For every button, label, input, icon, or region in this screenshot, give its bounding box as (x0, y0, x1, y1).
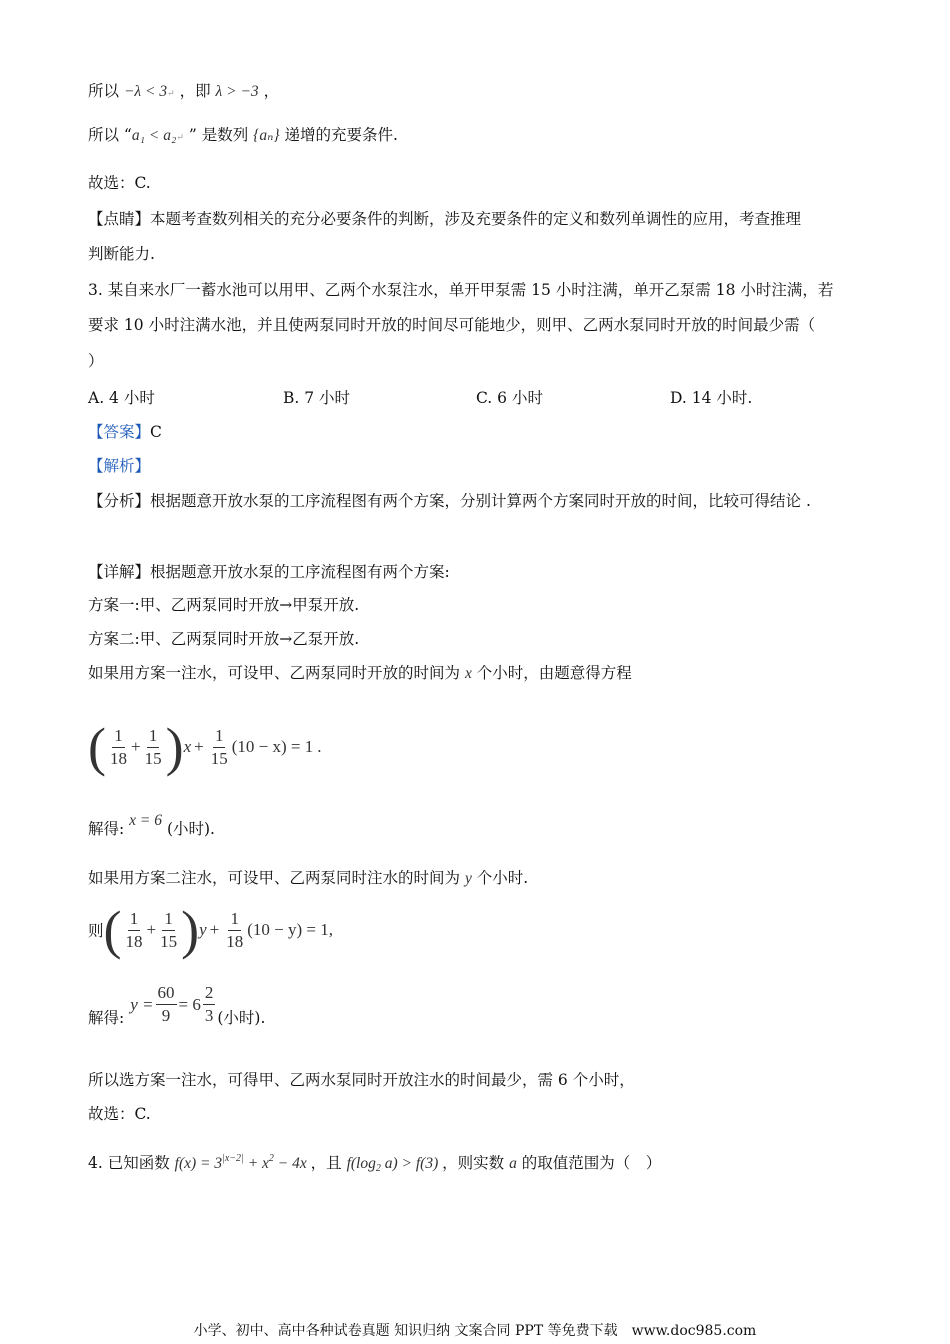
edit-mark: ↵ (176, 133, 184, 143)
math-inline: λ > −3 (215, 83, 259, 100)
text: 所以 “ (88, 126, 132, 144)
option-d: D. 14 小时. (670, 389, 753, 407)
var-y: y (199, 920, 207, 939)
text: 递增的充要条件. (284, 126, 398, 144)
var-x: x (464, 665, 472, 682)
var-x: x (183, 737, 192, 756)
text: 根据题意开放水泵的工序流程图有两个方案: (150, 563, 450, 581)
text: ，则实数 (442, 1154, 505, 1172)
option-a: A. 4 小时 (88, 389, 155, 407)
equation-1: ( $\frac{1}{18}$ + $\frac{1}{15}$ ) x + $\frac{1}{15}$ (10 − x) = 1 . (88, 717, 322, 777)
text: ， (263, 82, 280, 100)
use-plan-2 (88, 867, 528, 890)
var-y: y (464, 870, 472, 887)
math-inline: a₁ < a₂ (131, 127, 177, 144)
fraction: $\frac{1}{18}$ (109, 725, 127, 768)
text: 所以 (88, 82, 120, 100)
edit-mark: ↵ (167, 89, 175, 99)
fraction: $\frac{1}{18}$ (226, 908, 244, 951)
solve-1 (88, 812, 215, 841)
answer-tag: 【答案】 (88, 423, 151, 441)
equation-tail: (10 − y) = 1 (247, 920, 329, 939)
option-b: B. 7 小时 (283, 389, 351, 407)
page-footer: 小学、初中、高中各种试卷真题 知识归纳 文案合同 PPT 等免费下载 www.doc985.com (193, 1323, 757, 1339)
text: ，即 (179, 82, 211, 100)
math-inline: −λ < 3 (123, 83, 168, 100)
fraction: $\frac{1}{15}$ (210, 725, 228, 768)
fraction: $\frac{1}{15}$ (160, 908, 178, 951)
equation-2: 则 ( $\frac{1}{18}$ + $\frac{1}{15}$ ) y + $\frac{1}{18}$ (10 − y) = 1 , (88, 900, 333, 960)
plan-1: 方案一:甲、乙两泵同时开放→甲泵开放. (88, 596, 360, 614)
fraction: $\frac{1}{18}$ (125, 908, 143, 951)
right-paren: ) (181, 900, 200, 960)
math-inline: = 6 (178, 994, 201, 1014)
tag: 【分析】 (88, 492, 151, 510)
option-c: C. 6 小时 (476, 389, 543, 407)
text: 如果用方案一注水，可设甲、乙两泵同时开放的时间为 (88, 664, 461, 682)
label: 解得: (88, 1008, 125, 1027)
math-inline: y = (130, 994, 154, 1014)
text: 根据题意开放水泵的工序流程图有两个方案，分别计算两个方案同时开放的时间，比较可得结论 . (150, 492, 811, 510)
line-lambda (88, 80, 279, 105)
text: 个小时，由题意得方程 (476, 664, 632, 682)
text: 本题考查数列相关的充分必要条件的判断，涉及充要条件的定义和数列单调性的应用，考查推理 (150, 210, 802, 228)
plan-2: 方案二:甲、乙两泵同时开放→乙泵开放. (88, 630, 360, 648)
text: 的取值范围为（ ） (521, 1154, 662, 1172)
var-a: a (509, 1155, 517, 1172)
fraction: $\frac{2}{3}$ (204, 983, 214, 1025)
text: 则 (88, 922, 104, 940)
unit: (小时). (217, 1008, 266, 1027)
solve-2 (88, 982, 265, 1027)
math-inline: x = 6 (129, 812, 163, 829)
left-paren: ( (88, 717, 106, 777)
answer (88, 421, 162, 443)
text: 个小时. (476, 869, 529, 887)
answer-value: C (150, 423, 162, 441)
tag: 【详解】 (88, 563, 151, 581)
dianjing-cont: 判断能力. (88, 245, 155, 263)
fraction: $\frac{60}{9}$ (157, 983, 175, 1025)
equation-tail: (10 − x) = 1 (231, 737, 314, 756)
question-4 (88, 1148, 661, 1180)
analysis (88, 455, 150, 477)
select-c-2: 故选：C. (88, 1105, 151, 1123)
tag: 【点睛】 (88, 210, 151, 228)
text: 4. 已知函数 (88, 1154, 170, 1172)
text: 如果用方案二注水，可设甲、乙两泵同时注水的时间为 (88, 869, 461, 887)
detail (88, 561, 450, 583)
left-paren: ( (103, 900, 122, 960)
text: ” 是数列 (188, 126, 249, 144)
analysis-tag: 【解析】 (88, 457, 151, 475)
conclusion: 所以选方案一注水，可得甲、乙两水泵同时开放注水的时间最少，需 6 个小时， (88, 1071, 635, 1089)
function-def: $f(x) = 3^{|x-2|} + x^2 - 4x$ (174, 1153, 307, 1172)
question-3-line-1: 3. 某自来水厂一蓄水池可以用甲、乙两个水泵注水，单开甲泵需 15 小时注满，单开乙泵需 18 小时注满，若 (88, 281, 834, 299)
select-c-1: 故选：C. (88, 174, 151, 192)
inequality: $f(\log_2$ a) > f(3) (346, 1155, 439, 1174)
math-inline: {aₙ} (253, 127, 280, 144)
use-plan-1 (88, 662, 632, 685)
unit: (小时). (166, 820, 215, 838)
dianjing (88, 208, 801, 230)
right-paren: ) (165, 717, 184, 777)
fenxi (88, 490, 811, 512)
fraction: $\frac{1}{15}$ (144, 725, 162, 768)
question-3-line-2: 要求 10 小时注满水池，并且使两泵同时开放的时间尽可能地少，则甲、乙两水泵同时开放的时间最少需（ (88, 316, 816, 334)
question-3-line-3: ） (88, 352, 104, 370)
line-sequence (88, 124, 398, 149)
text: ，且 (310, 1154, 342, 1172)
label: 解得: (88, 820, 125, 838)
